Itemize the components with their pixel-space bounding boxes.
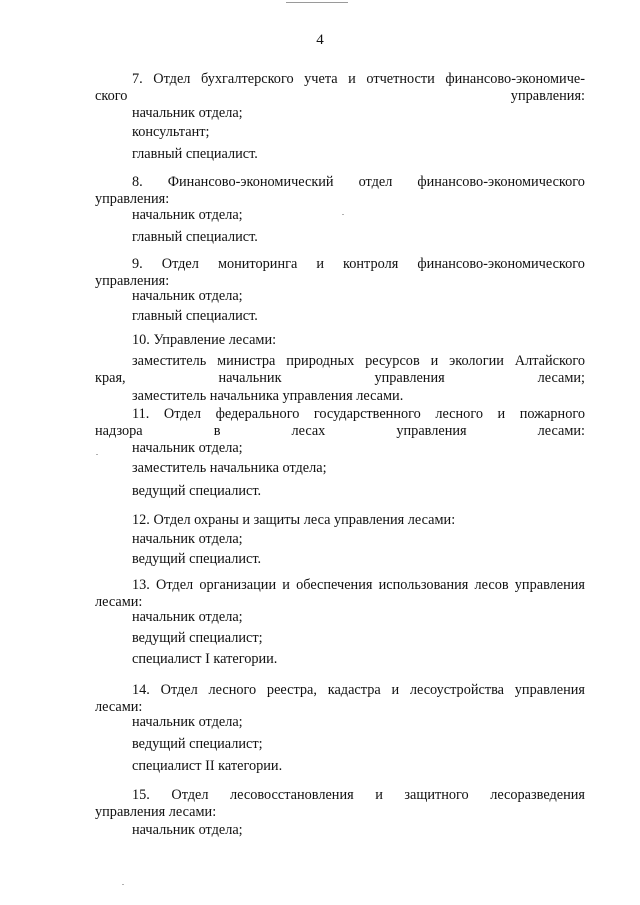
word: финансово-экономического (417, 256, 585, 272)
section-14-heading (95, 682, 585, 716)
section-11-item-3: ведущий специалист. (132, 483, 262, 499)
section-8-heading-line2: управления: (95, 191, 170, 207)
section-14-heading-line2: лесами: (95, 699, 143, 715)
section-8-heading-line1 (95, 174, 585, 191)
word: 9. (132, 256, 143, 272)
section-9-item-1: начальник отдела; (132, 288, 243, 304)
section-9-heading (95, 256, 585, 290)
section-9-heading-line2: управления: (95, 273, 170, 289)
section-8-item-2: главный специалист. (132, 229, 258, 245)
section-7-heading-line2: ского управления: (95, 88, 585, 104)
section-15-item-1: начальник отдела; (132, 822, 243, 838)
section-13-heading-line2: лесами: (95, 594, 143, 610)
header-rule-mark (286, 2, 348, 3)
section-13-heading (95, 577, 585, 611)
section-10-item-1-line2: края, начальник управления лесами; (95, 370, 585, 386)
section-13-item-1: начальник отдела; (132, 609, 243, 625)
section-15-heading (95, 787, 585, 821)
section-10-item-2: заместитель начальника управления лесами. (132, 388, 404, 404)
section-11-heading (95, 406, 585, 440)
section-12-title: 12. Отдел охраны и защиты леса управления лесами: (132, 512, 456, 528)
section-15-heading-line2: управления лесами: (95, 804, 217, 820)
word: мониторинга (217, 256, 298, 272)
section-8-item-1: начальник отдела; (132, 207, 243, 223)
section-11-heading-line2: надзора в лесах управления лесами: (95, 423, 585, 439)
section-15-heading-line1 (95, 787, 585, 804)
section-7-item-2: консультант; (132, 124, 210, 140)
section-10-title: 10. Управление лесами: (132, 332, 277, 348)
section-7-heading-line1: 7. Отдел бухгалтерского учета и отчетности финансово-экономиче- (132, 71, 585, 87)
section-14-item-1: начальник отдела; (132, 714, 243, 730)
word: финансово-экономического (417, 174, 585, 190)
scan-speck (342, 214, 344, 215)
word: и (375, 787, 383, 803)
word: лесоразведения (490, 787, 585, 803)
section-14-item-3: специалист II категории. (132, 758, 283, 774)
scan-speck (96, 454, 98, 455)
section-11-item-1: начальник отдела; (132, 440, 243, 456)
word: Отдел (171, 787, 209, 803)
word: и (316, 256, 324, 272)
section-13-heading-line1: 13. Отдел организации и обеспечения использования лесов управления (132, 577, 585, 593)
section-10-item-1-line1: заместитель министра природных ресурсов и экологии Алтайского (132, 353, 585, 369)
section-7-item-3: главный специалист. (132, 146, 258, 162)
page-number: 4 (316, 32, 324, 48)
word: защитного (404, 787, 469, 803)
section-13-item-3: специалист I категории. (132, 651, 278, 667)
word: лесовосстановления (230, 787, 354, 803)
section-14-heading-line1: 14. Отдел лесного реестра, кадастра и лесоустройства управления (132, 682, 585, 698)
section-11-item-2: заместитель начальника отдела; (132, 460, 327, 476)
section-9-heading-line1 (95, 256, 585, 273)
section-13-item-2: ведущий специалист; (132, 630, 263, 646)
word: 15. (132, 787, 150, 803)
section-14-item-2: ведущий специалист; (132, 736, 263, 752)
section-12-item-1: начальник отдела; (132, 531, 243, 547)
section-10-item-1 (95, 353, 585, 387)
section-11-heading-line1: 11. Отдел федерального государственного лесного и пожарного (132, 406, 585, 422)
word: 8. (132, 174, 143, 190)
section-8-heading (95, 174, 585, 208)
section-9-item-2: главный специалист. (132, 308, 258, 324)
section-12-item-2: ведущий специалист. (132, 551, 262, 567)
word: Отдел (161, 256, 199, 272)
section-7-heading (95, 71, 585, 105)
scan-speck (122, 884, 124, 885)
word: отдел (358, 174, 393, 190)
word: контроля (343, 256, 399, 272)
word: Финансово-экономический (167, 174, 334, 190)
section-7-item-1: начальник отдела; (132, 105, 243, 121)
